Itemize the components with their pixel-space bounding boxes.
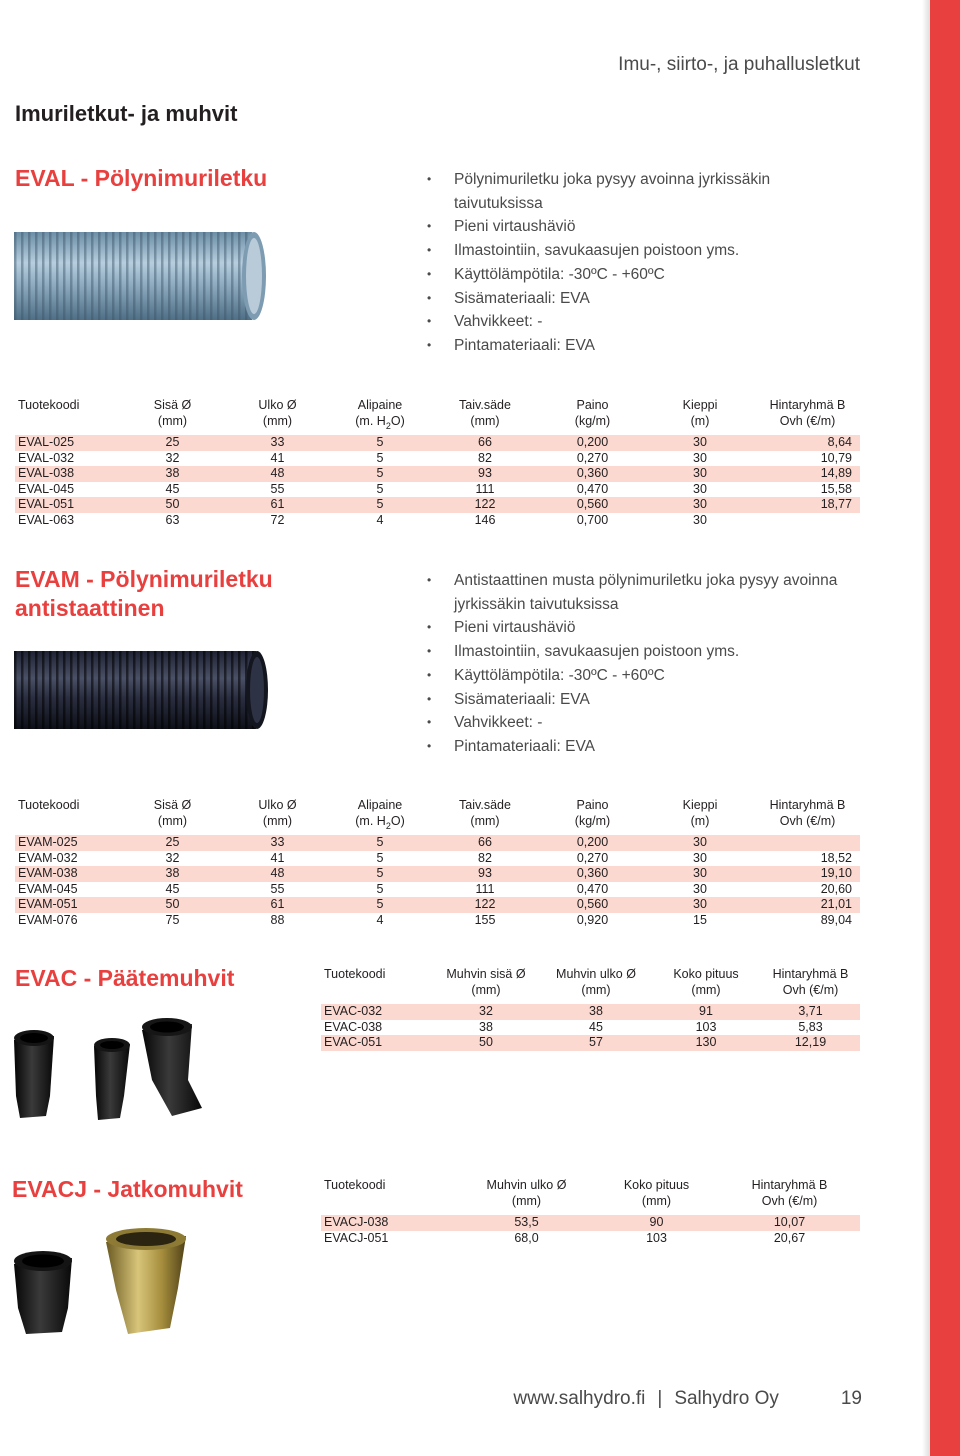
table-cell: 53,5 bbox=[459, 1215, 594, 1231]
table-cell: 30 bbox=[693, 481, 707, 496]
table-cell: 122 bbox=[430, 497, 540, 513]
column-header: Koko pituus (mm) bbox=[623, 1178, 690, 1208]
page-number: 19 bbox=[840, 1388, 862, 1409]
list-item: • Käyttölämpötila: -30ºC - +60ºC bbox=[427, 263, 807, 287]
table-cell: 33 bbox=[225, 835, 330, 851]
column-header: Muhvin ulko Ø (mm) bbox=[556, 967, 636, 997]
list-item: • Antistaattinen musta pölynimuriletku joka pysyy avoinna jyrkissäkin taivutuksissa bbox=[427, 569, 867, 616]
table-cell: 55 bbox=[270, 881, 285, 896]
table-cell: 88 bbox=[270, 912, 285, 927]
table-cell: EVACJ-038 bbox=[321, 1215, 459, 1231]
table-cell: EVAL-038 bbox=[15, 466, 120, 482]
table-cell: 10,07 bbox=[719, 1215, 860, 1231]
column-header: Hintaryhmä B Ovh (€/m) bbox=[769, 398, 846, 428]
table-row bbox=[321, 1215, 860, 1231]
list-item: • Sisämateriaali: EVA bbox=[427, 688, 867, 712]
table-cell: 0,360 bbox=[540, 866, 645, 882]
table-cell: 5 bbox=[330, 497, 430, 513]
table-cell: 5 bbox=[330, 466, 430, 482]
column-header: Paino (kg/m) bbox=[574, 398, 611, 428]
list-item: • Vahvikkeet: - bbox=[427, 310, 807, 334]
table-cell: EVAL-045 bbox=[18, 481, 75, 496]
column-header: Ulko Ø (mm) bbox=[258, 798, 297, 828]
website-link[interactable]: www.salhydro.fi bbox=[513, 1388, 646, 1409]
column-header: Sisä Ø (mm) bbox=[153, 798, 192, 828]
table-row bbox=[15, 435, 860, 451]
column-header: Alipaine (m. $H_2O$) bbox=[355, 398, 405, 431]
table-cell: 5 bbox=[330, 835, 430, 851]
column-header: Paino (kg/m) bbox=[574, 798, 611, 828]
table-cell: EVAC-038 bbox=[324, 1019, 383, 1034]
table-cell: 0,560 bbox=[540, 497, 645, 513]
table-cell: 0,470 bbox=[576, 881, 609, 896]
table-cell: EVAM-025 bbox=[15, 835, 120, 851]
table-cell: 103 bbox=[646, 1230, 667, 1245]
table-cell: 155 bbox=[474, 912, 496, 927]
table-cell: 0,270 bbox=[576, 450, 609, 465]
table-cell: 5 bbox=[376, 850, 384, 865]
table-cell bbox=[755, 835, 860, 851]
list-item: • Sisämateriaali: EVA bbox=[427, 287, 807, 311]
table-cell: EVAM-038 bbox=[15, 866, 120, 882]
table-cell: EVAC-032 bbox=[321, 1004, 431, 1020]
table-row bbox=[321, 1035, 860, 1051]
table-cell: 89,04 bbox=[820, 912, 852, 927]
table-cell: 5,83 bbox=[798, 1019, 823, 1034]
table-cell: 30 bbox=[645, 866, 755, 882]
column-header: Hintaryhmä B Ovh (€/m) bbox=[751, 1178, 828, 1208]
footer-separator: | bbox=[657, 1388, 663, 1409]
table-cell: 103 bbox=[695, 1019, 717, 1034]
column-header: Hintaryhmä B Ovh (€/m) bbox=[769, 798, 846, 828]
column-header: Koko pituus (mm) bbox=[673, 967, 739, 997]
table-cell: 0,700 bbox=[576, 512, 609, 527]
table-cell: 30 bbox=[645, 497, 755, 513]
table-cell: 66 bbox=[430, 435, 540, 451]
table-cell: 72 bbox=[270, 512, 285, 527]
eval-feature-list bbox=[427, 168, 807, 358]
table-header-row bbox=[15, 397, 860, 435]
column-header: Tuotekoodi bbox=[324, 967, 386, 981]
table-cell: EVAM-045 bbox=[18, 881, 78, 896]
table-row bbox=[15, 482, 860, 498]
table-header-row bbox=[321, 1177, 860, 1215]
evam-hose-image bbox=[14, 645, 270, 735]
table-cell: 93 bbox=[430, 866, 540, 882]
list-item: • Pintamateriaali: EVA bbox=[427, 334, 807, 358]
table-cell: 4 bbox=[376, 912, 384, 927]
table-cell: 30 bbox=[645, 435, 755, 451]
table-cell: 0,360 bbox=[540, 466, 645, 482]
column-header: Muhvin sisä Ø (mm) bbox=[446, 967, 526, 997]
category-header: Imu-, siirto-, ja puhallusletkut bbox=[618, 54, 860, 75]
table-cell: 5 bbox=[376, 881, 384, 896]
table-row bbox=[321, 1004, 860, 1020]
table-cell: 0,560 bbox=[540, 897, 645, 913]
table-cell: 21,01 bbox=[755, 897, 860, 913]
page-edge-shadow bbox=[922, 0, 930, 1456]
column-header: Tuotekoodi bbox=[324, 1178, 386, 1192]
table-row bbox=[15, 497, 860, 513]
list-item: • Pölynimuriletku joka pysyy avoinna jyrkissäkin taivutuksissa bbox=[427, 168, 807, 215]
list-item: • Vahvikkeet: - bbox=[427, 711, 867, 735]
list-item: • Pieni virtaushäviö bbox=[427, 215, 807, 239]
table-cell: 122 bbox=[430, 897, 540, 913]
table-cell: 45 bbox=[165, 881, 180, 896]
evam-spec-table bbox=[15, 797, 860, 929]
table-cell: 45 bbox=[589, 1019, 603, 1034]
table-cell: 30 bbox=[693, 850, 707, 865]
table-cell: 30 bbox=[693, 450, 707, 465]
table-cell: 30 bbox=[693, 881, 707, 896]
table-cell: 55 bbox=[270, 481, 285, 496]
table-cell: EVACJ-051 bbox=[324, 1230, 389, 1245]
page-footer bbox=[513, 1388, 862, 1410]
table-cell: 0,920 bbox=[576, 912, 609, 927]
table-cell: EVAL-063 bbox=[18, 512, 75, 527]
table-cell: 15 bbox=[693, 912, 707, 927]
column-header: Taiv.säde (mm) bbox=[459, 398, 511, 428]
column-header: Kieppi (m) bbox=[682, 798, 718, 828]
evam-title: EVAM - Pölynimuriletku antistaattinen bbox=[15, 566, 273, 621]
table-cell: 18,77 bbox=[755, 497, 860, 513]
list-item: • Pintamateriaali: EVA bbox=[427, 735, 867, 759]
table-cell: 33 bbox=[225, 435, 330, 451]
column-header: Kieppi (m) bbox=[682, 398, 718, 428]
table-cell: 38 bbox=[120, 466, 225, 482]
table-cell: 5 bbox=[376, 481, 384, 496]
table-cell: 111 bbox=[475, 881, 495, 896]
table-cell: 0,200 bbox=[540, 835, 645, 851]
table-cell: 18,52 bbox=[820, 850, 852, 865]
table-cell: 12,19 bbox=[761, 1035, 860, 1051]
list-item: • Käyttölämpötila: -30ºC - +60ºC bbox=[427, 664, 867, 688]
eval-title: EVAL - Pölynimuriletku bbox=[15, 165, 268, 191]
table-cell: EVAL-032 bbox=[18, 450, 75, 465]
table-row bbox=[15, 466, 860, 482]
table-cell: 61 bbox=[225, 897, 330, 913]
table-cell: 38 bbox=[120, 866, 225, 882]
column-header: Sisä Ø (mm) bbox=[153, 398, 192, 428]
eval-hose-image bbox=[14, 226, 268, 326]
table-cell: 61 bbox=[225, 497, 330, 513]
table-cell: 48 bbox=[225, 866, 330, 882]
table-row bbox=[15, 897, 860, 913]
table-cell: 45 bbox=[165, 481, 180, 496]
page-title: Imuriletkut- ja muhvit bbox=[15, 101, 238, 126]
table-cell: 3,71 bbox=[761, 1004, 860, 1020]
eval-spec-table bbox=[15, 397, 860, 529]
table-header-row bbox=[321, 966, 860, 1004]
table-row bbox=[321, 1020, 860, 1036]
table-header-row bbox=[15, 797, 860, 835]
table-cell: 41 bbox=[270, 450, 285, 465]
evam-feature-list bbox=[427, 569, 867, 759]
table-cell: 75 bbox=[165, 912, 180, 927]
table-cell: 30 bbox=[645, 835, 755, 851]
table-cell: 25 bbox=[120, 835, 225, 851]
table-cell: 41 bbox=[270, 850, 285, 865]
table-cell: 63 bbox=[165, 512, 180, 527]
list-item: • Pieni virtaushäviö bbox=[427, 616, 867, 640]
table-cell: 38 bbox=[479, 1019, 493, 1034]
evacj-spec-table bbox=[321, 1177, 860, 1246]
table-cell: 48 bbox=[225, 466, 330, 482]
table-cell: 91 bbox=[651, 1004, 761, 1020]
evac-title: EVAC - Päätemuhvit bbox=[15, 965, 235, 991]
list-item: • Ilmastointiin, savukaasujen poistoon yms. bbox=[427, 239, 807, 263]
column-header: Tuotekoodi bbox=[18, 798, 80, 812]
table-cell: 57 bbox=[541, 1035, 651, 1051]
table-row bbox=[15, 835, 860, 851]
table-cell: 0,270 bbox=[576, 850, 609, 865]
table-cell: EVAC-051 bbox=[321, 1035, 431, 1051]
table-cell: 4 bbox=[376, 512, 384, 527]
column-header: Tuotekoodi bbox=[18, 398, 80, 412]
table-cell: 111 bbox=[475, 481, 495, 496]
table-cell: 93 bbox=[430, 466, 540, 482]
table-cell: EVAL-025 bbox=[15, 435, 120, 451]
list-item: • Ilmastointiin, savukaasujen poistoon yms. bbox=[427, 640, 867, 664]
table-row bbox=[15, 882, 860, 898]
table-cell: EVAL-051 bbox=[15, 497, 120, 513]
table-cell: 5 bbox=[330, 897, 430, 913]
table-cell: 146 bbox=[474, 512, 496, 527]
table-cell: 15,58 bbox=[820, 481, 852, 496]
evacj-coupling-image bbox=[10, 1228, 200, 1340]
table-cell: 90 bbox=[594, 1215, 719, 1231]
company-name: Salhydro Oy bbox=[674, 1388, 779, 1409]
table-cell: 10,79 bbox=[820, 450, 852, 465]
table-row bbox=[15, 851, 860, 867]
table-cell: 30 bbox=[645, 466, 755, 482]
table-cell: 25 bbox=[120, 435, 225, 451]
table-cell: 5 bbox=[330, 435, 430, 451]
column-header: Muhvin ulko Ø (mm) bbox=[486, 1178, 567, 1208]
table-cell: 20,60 bbox=[820, 881, 852, 896]
table-cell: 30 bbox=[693, 512, 707, 527]
evacj-title: EVACJ - Jatkomuhvit bbox=[12, 1176, 243, 1202]
column-header: Alipaine (m. $H_2O$) bbox=[355, 798, 405, 831]
table-cell: 32 bbox=[165, 450, 180, 465]
table-cell: 0,200 bbox=[540, 435, 645, 451]
table-row bbox=[321, 1231, 860, 1247]
table-cell: 5 bbox=[330, 866, 430, 882]
table-cell: 30 bbox=[645, 897, 755, 913]
column-header: Ulko Ø (mm) bbox=[258, 398, 297, 428]
table-row bbox=[15, 866, 860, 882]
table-cell: EVAM-032 bbox=[18, 850, 78, 865]
evac-coupling-image bbox=[12, 1010, 212, 1128]
table-cell: 14,89 bbox=[755, 466, 860, 482]
table-cell: 82 bbox=[478, 850, 492, 865]
table-cell: 5 bbox=[376, 450, 384, 465]
table-row bbox=[15, 913, 860, 929]
table-cell: EVAM-051 bbox=[15, 897, 120, 913]
table-cell: 32 bbox=[165, 850, 180, 865]
table-row bbox=[15, 513, 860, 529]
table-cell: 130 bbox=[651, 1035, 761, 1051]
table-cell: EVAM-076 bbox=[18, 912, 78, 927]
table-cell: 20,67 bbox=[773, 1230, 806, 1245]
table-cell: 82 bbox=[478, 450, 492, 465]
table-cell bbox=[755, 513, 860, 529]
table-cell: 32 bbox=[431, 1004, 541, 1020]
table-cell: 66 bbox=[430, 835, 540, 851]
table-cell: 38 bbox=[541, 1004, 651, 1020]
table-cell: 8,64 bbox=[755, 435, 860, 451]
table-cell: 50 bbox=[120, 497, 225, 513]
column-header: Taiv.säde (mm) bbox=[459, 798, 511, 828]
red-side-bar bbox=[930, 0, 960, 1456]
column-header: Hintaryhmä B Ovh (€/m) bbox=[772, 967, 849, 997]
table-cell: 50 bbox=[431, 1035, 541, 1051]
table-cell: 68,0 bbox=[514, 1230, 539, 1245]
evac-spec-table bbox=[321, 966, 860, 1051]
table-cell: 50 bbox=[120, 897, 225, 913]
table-cell: 19,10 bbox=[755, 866, 860, 882]
table-row bbox=[15, 451, 860, 467]
table-cell: 0,470 bbox=[576, 481, 609, 496]
